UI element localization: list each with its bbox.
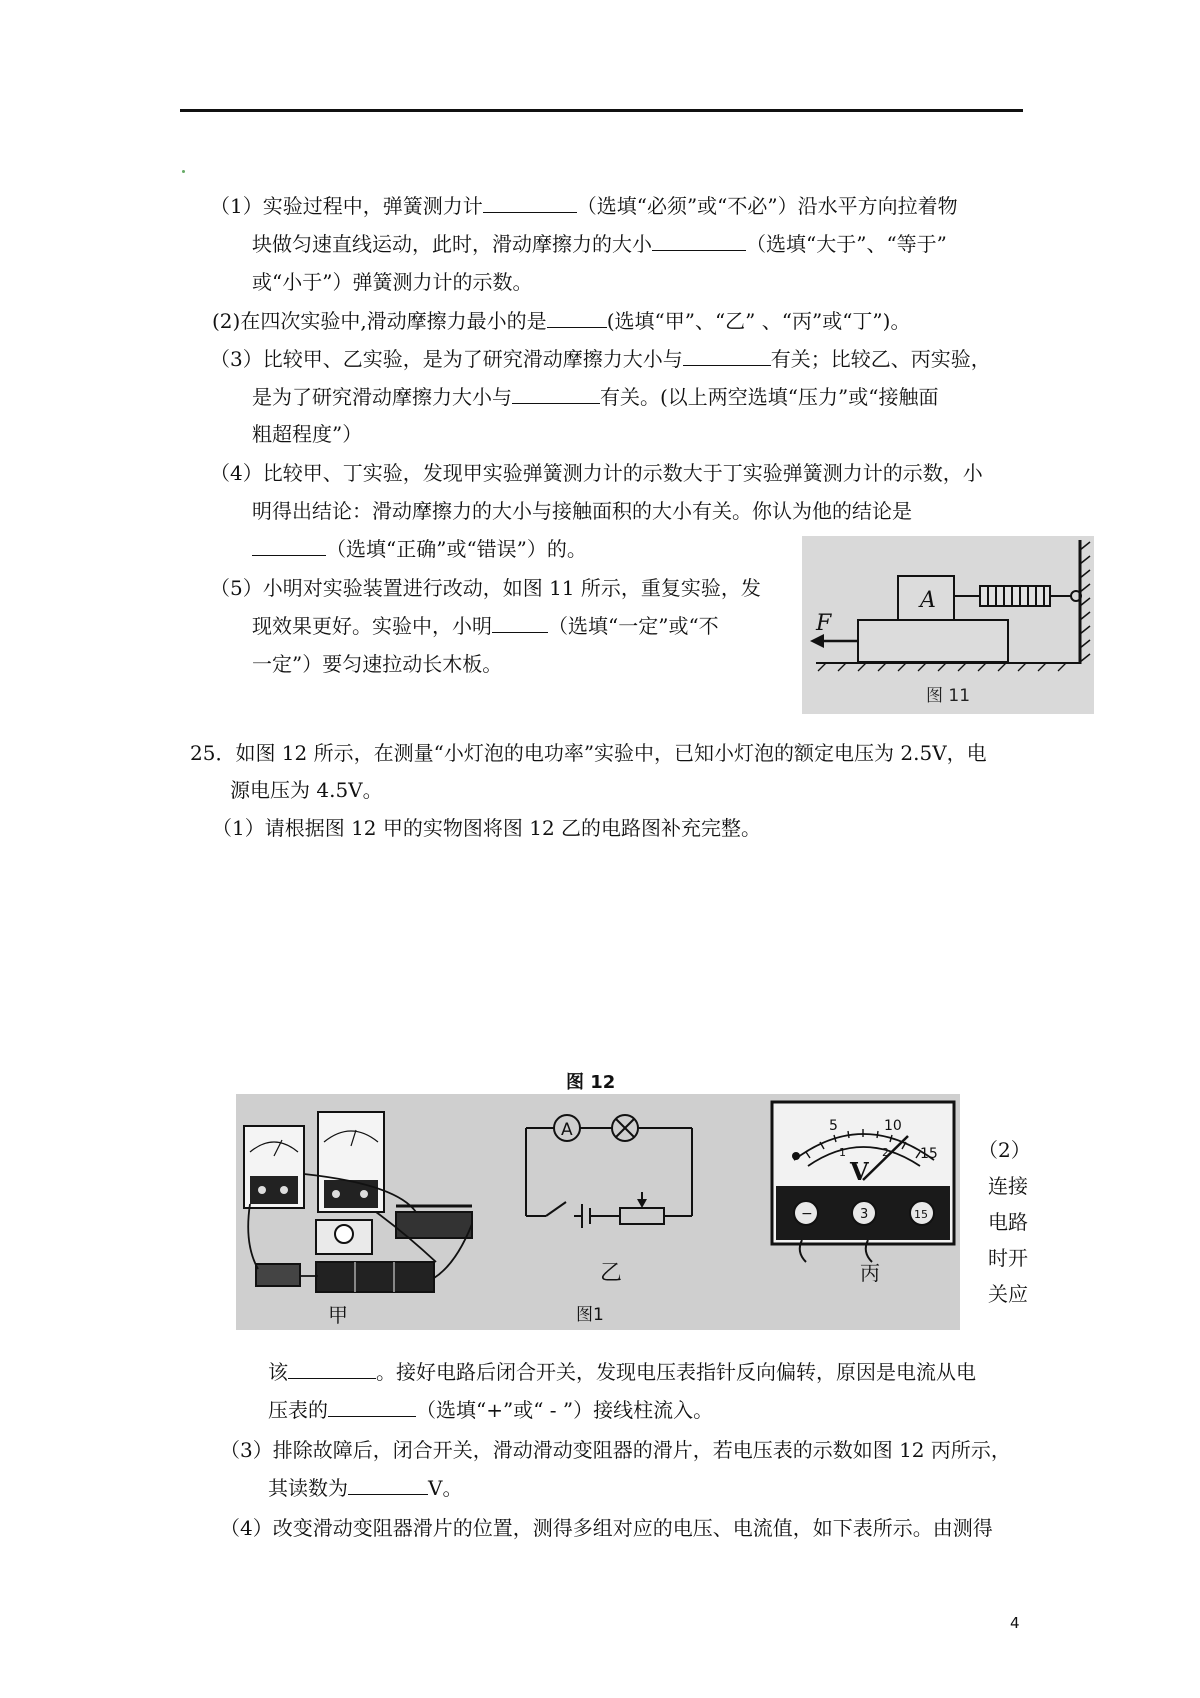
q25-p2-line1	[268, 1358, 976, 1386]
answer-blank[interactable]	[483, 194, 577, 213]
page-number: 4	[1010, 1614, 1020, 1632]
q24-p4-text: （选填“正确”或“错误”）的。	[326, 537, 587, 561]
q24-p3-text: 有关；比较乙、丙实验，	[770, 347, 991, 371]
q24-p3-text: 有关。(以上两空选填“压力”或“接触面	[600, 385, 939, 409]
q24-p4-text: （4）比较甲、丁实验，发现甲实验弹簧测力计的示数大于丁实验弹簧测力计的示数，小	[210, 461, 983, 485]
q25-p3-text: V。	[428, 1476, 463, 1500]
answer-blank[interactable]	[348, 1476, 428, 1495]
ammeter-symbol-label: A	[561, 1120, 573, 1140]
figure-12	[236, 1094, 960, 1330]
q24-p1-text: （选填“必须”或“不必”）沿水平方向拉着物	[576, 194, 958, 218]
label-bing: 丙	[860, 1261, 880, 1285]
q24-p2-line	[212, 307, 910, 335]
q24-p5-text: 现效果更好。实验中，小明	[252, 614, 492, 638]
answer-blank[interactable]	[683, 347, 771, 366]
q24-p4-line3	[252, 535, 587, 563]
answer-blank[interactable]	[328, 1398, 416, 1417]
q25-p2-text: 压表的	[268, 1398, 328, 1422]
q24-p5-text: 一定”）要匀速拉动长木板。	[252, 652, 503, 676]
answer-blank[interactable]	[252, 537, 326, 556]
label-yi: 乙	[600, 1261, 623, 1286]
q24-p4-text: 明得出结论：滑动摩擦力的大小与接触面积的大小有关。你认为他的结论是	[252, 499, 912, 523]
q25-p2-line2	[268, 1396, 713, 1424]
answer-blank[interactable]	[288, 1360, 376, 1379]
q25-p1-line	[212, 814, 761, 842]
q24-p3-text: （3）比较甲、乙实验，是为了研究滑动摩擦力大小与	[210, 347, 683, 371]
header-rule	[180, 109, 1023, 112]
q25-text: 源电压为 4.5V。	[230, 778, 383, 802]
figure-12-caption: 图1	[576, 1305, 604, 1325]
q24-p5-line3	[252, 650, 502, 678]
figure-11-caption: 图 11	[926, 686, 971, 706]
q24-p1-text: 块做匀速直线运动，此时，滑动摩擦力的大小	[252, 232, 652, 256]
side-text-2: 连接	[988, 1174, 1028, 1198]
q25-p2-text: （选填“+”或“ - ”）接线柱流入。	[416, 1398, 714, 1422]
q24-p5-line2	[252, 612, 719, 640]
scale-2: 2	[882, 1146, 889, 1159]
q25-p1-text: （1）请根据图 12 甲的实物图将图 12 乙的电路图补充完整。	[212, 816, 762, 840]
label-jia: 甲	[328, 1303, 348, 1327]
terminal-3: 3	[860, 1207, 869, 1222]
q25-p3-line1	[220, 1436, 1011, 1464]
q24-p2-text: (选填“甲”、“乙” 、“丙”或“丁”)。	[606, 309, 911, 333]
scale-15: 15	[920, 1146, 938, 1162]
q24-p4-line1	[210, 459, 983, 487]
q24-p3-line2	[252, 383, 938, 411]
q24-p5-line1	[210, 574, 761, 602]
q24-p2-text: (2)在四次实验中,滑动摩擦力最小的是	[212, 309, 547, 333]
terminal-minus: −	[801, 1206, 813, 1222]
q25-p4-text: （4）改变滑动变阻器滑片的位置，测得多组对应的电压、电流值，如下表所示。由测得	[220, 1516, 993, 1540]
side-text-1: （2）	[978, 1138, 1031, 1162]
q24-p3-text: 粗超程度”）	[252, 422, 363, 446]
figure-12-title: 图 12	[566, 1072, 616, 1093]
q25-line1	[190, 739, 987, 767]
side-text-5: 关应	[988, 1282, 1028, 1306]
q24-p5-text: （5）小明对实验装置进行改动，如图 11 所示，重复实验，发	[210, 576, 761, 600]
scale-10: 10	[884, 1118, 902, 1134]
q25-line2	[230, 776, 383, 804]
q25-p3-text: （3）排除故障后，闭合开关，滑动滑动变阻器的滑片，若电压表的示数如图 12 丙所示，	[220, 1438, 1011, 1462]
terminal-15: 15	[914, 1208, 928, 1221]
block-a-label: A	[920, 588, 936, 613]
side-text-3: 电路	[988, 1210, 1028, 1234]
q24-p5-text: （选填“一定”或“不	[548, 614, 719, 638]
q24-p4-line2	[252, 497, 912, 525]
q25-p2-text: 。接好电路后闭合开关，发现电压表指针反向偏转，原因是电流从电	[376, 1360, 976, 1384]
q24-p1-line3	[252, 268, 532, 296]
stray-mark	[182, 170, 185, 173]
q24-p3-text: 是为了研究滑动摩擦力大小与	[252, 385, 512, 409]
q25-p3-text: 其读数为	[268, 1476, 348, 1500]
voltmeter-v-label: V	[850, 1157, 869, 1186]
q24-p1-line2	[252, 230, 947, 258]
scale-5: 5	[829, 1118, 838, 1134]
q24-p1-text: （1）实验过程中，弹簧测力计	[210, 194, 483, 218]
figure-11	[802, 536, 1094, 714]
answer-blank[interactable]	[652, 232, 746, 251]
figure-11-drawing	[802, 536, 1094, 714]
q25-p3-line2	[268, 1474, 462, 1502]
q24-p3-line1	[210, 345, 991, 373]
answer-blank[interactable]	[492, 614, 548, 633]
side-text-4: 时开	[988, 1246, 1028, 1270]
q24-p1-text: 或“小于”）弹簧测力计的示数。	[252, 270, 533, 294]
q24-p3-line3	[252, 420, 362, 448]
scale-1: 1	[839, 1146, 846, 1159]
q25-p4-line1	[220, 1514, 993, 1542]
figure-12-drawing	[236, 1094, 960, 1330]
force-f-label: F	[816, 611, 832, 636]
answer-blank[interactable]	[547, 309, 607, 328]
answer-blank[interactable]	[512, 385, 600, 404]
q24-p1-line1	[210, 192, 958, 220]
q25-p2-text: 该	[268, 1360, 288, 1384]
q24-p1-text: （选填“大于”、“等于”	[746, 232, 947, 256]
q25-text: 25．如图 12 所示，在测量“小灯泡的电功率”实验中，已知小灯泡的额定电压为 2.5V，电	[190, 741, 987, 765]
